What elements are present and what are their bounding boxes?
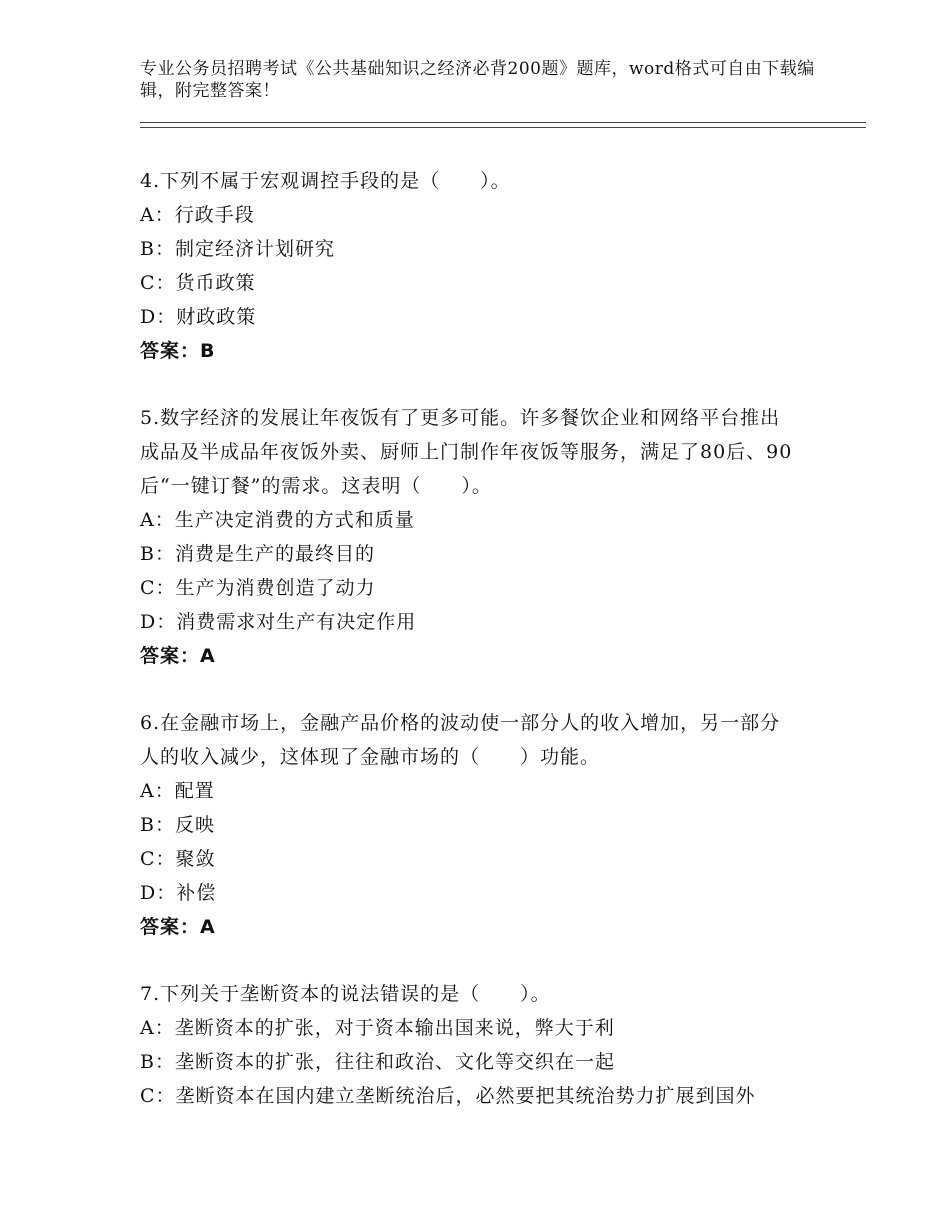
question-stem: 5.数字经济的发展让年夜饭有了更多可能。许多餐饮企业和网络平台推出成品及半成品年夜饭外卖、厨师上门制作年夜饭等服务，满足了80后、90后“一键订餐”的需求。这表明（ ）。 [140,407,793,497]
option-d: D：消费需求对生产有决定作用 [140,611,417,633]
question-item [140,164,864,368]
option-a: A：配置 [140,780,215,802]
option-c: C：生产为消费创造了动力 [140,577,376,599]
option-a: A：垄断资本的扩张，对于资本输出国来说，弊大于利 [140,1017,615,1039]
header-divider [140,122,866,128]
answer-label: 答案：A [140,916,216,938]
option-b: B：垄断资本的扩张，往往和政治、文化等交织在一起 [140,1051,615,1073]
option-b: B：反映 [140,814,215,836]
answer-label: 答案：A [140,645,216,667]
document-header: 专业公务员招聘考试《公共基础知识之经济必背200题》题库，word格式可自由下载编辑，附完整答案！ [140,59,815,101]
option-a: A：行政手段 [140,204,255,226]
question-item [140,401,864,673]
option-d: D：补偿 [140,882,217,904]
question-item [140,706,864,944]
question-stem: 7.下列关于垄断资本的说法错误的是（ ）。 [140,983,551,1005]
option-b: B：消费是生产的最终目的 [140,543,375,565]
question-item [140,977,864,1113]
option-c: C：货币政策 [140,272,256,294]
question-stem: 4.下列不属于宏观调控手段的是（ ）。 [140,170,511,192]
option-b: B：制定经济计划研究 [140,238,335,260]
option-d: D：财政政策 [140,306,257,328]
option-c: C：垄断资本在国内建立垄断统治后，必然要把其统治势力扩展到国外 [140,1085,756,1107]
question-stem: 6.在金融市场上，金融产品价格的波动使一部分人的收入增加，另一部分人的收入减少，这体现了金融市场的（ ）功能。 [140,712,781,768]
option-a: A：生产决定消费的方式和质量 [140,509,415,531]
option-c: C：聚敛 [140,848,216,870]
answer-label: 答案：B [140,340,216,362]
question-list [140,164,864,1113]
